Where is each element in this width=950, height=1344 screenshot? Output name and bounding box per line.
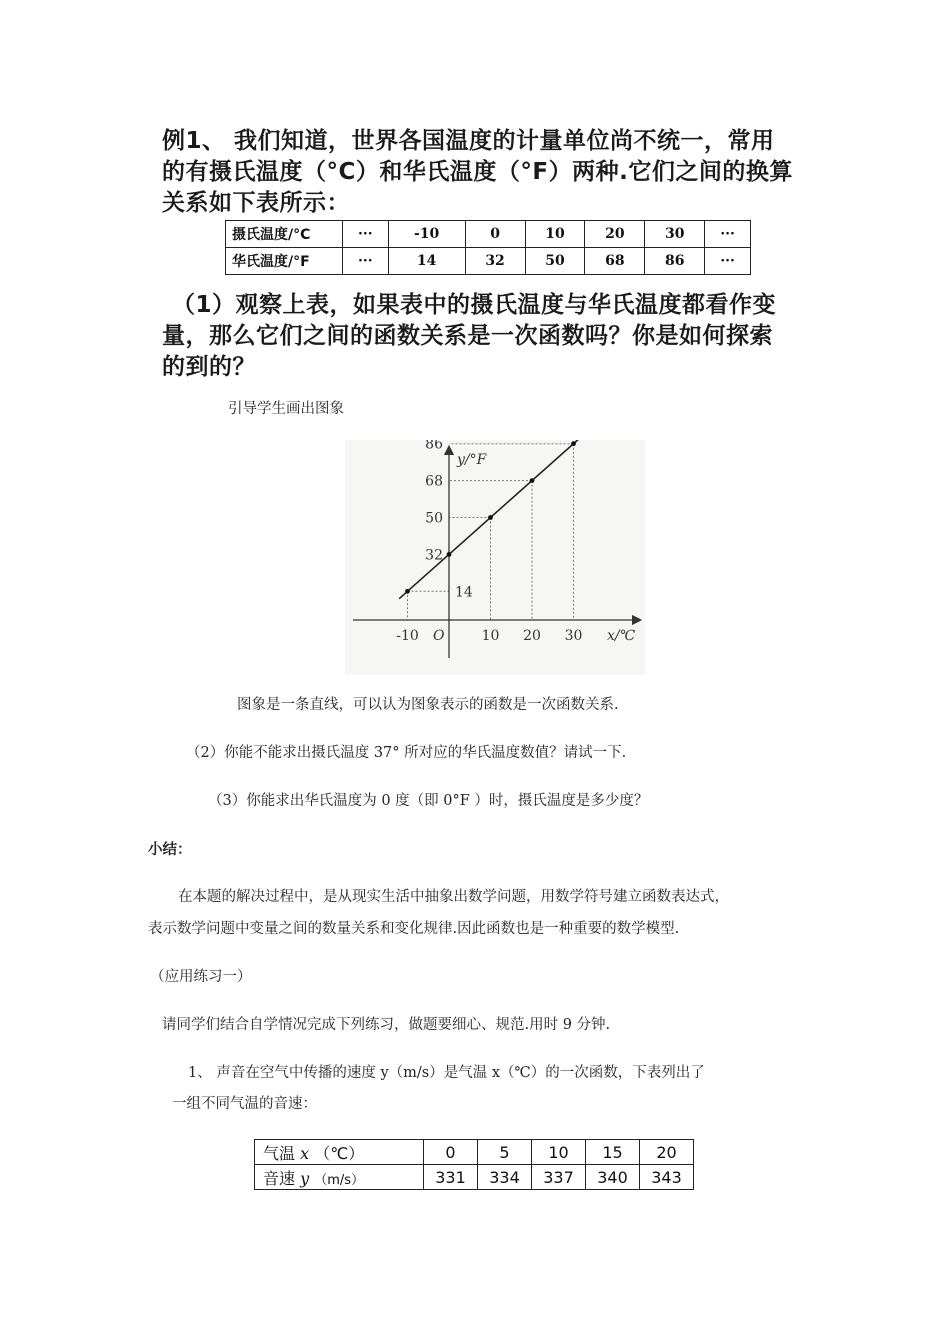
table-cell: 14: [388, 248, 465, 275]
practice-q1-line1: 1、 声音在空气中传播的速度 y（m/s）是气温 x（℃）的一次函数，下表列出了: [188, 1065, 705, 1081]
table-cell: 343: [640, 1165, 694, 1190]
table-cell: 68: [585, 248, 645, 275]
question1-line3: 的到的？: [162, 354, 256, 380]
table-cell: 10: [532, 1140, 586, 1165]
table-cell: 340: [586, 1165, 640, 1190]
temperature-line-chart: [345, 440, 645, 675]
summary-line1: 在本题的解决过程中，是从现实生活中抽象出数学问题，用数学符号建立函数表达式，: [178, 889, 729, 905]
y-tick-label: 50: [425, 510, 443, 527]
table-cell: 华氏温度/°F: [226, 248, 343, 275]
y-tick-label: 68: [425, 473, 443, 490]
practice-title: （应用练习一）: [150, 969, 252, 985]
row-label: 音速: [263, 1168, 296, 1188]
table-row: [255, 1140, 694, 1165]
table-cell: 15: [586, 1140, 640, 1165]
data-point: [447, 552, 452, 557]
x-tick-label: 10: [481, 628, 500, 644]
table-cell: ···: [343, 221, 389, 248]
table-row: [226, 221, 751, 248]
practice-intro: 请同学们结合自学情况完成下列练习，做题要细心、规范.用时 9 分钟.: [162, 1017, 611, 1033]
y-tick-label: 32: [425, 547, 443, 564]
table-cell: 86: [645, 248, 705, 275]
x-tick-label: 30: [564, 628, 583, 644]
table-cell: 0: [424, 1140, 478, 1165]
example1-line1: 例1、 我们知道，世界各国温度的计量单位尚不统一，常用: [162, 128, 775, 154]
sound-speed-table: [254, 1139, 694, 1190]
table-cell: ···: [343, 248, 389, 275]
row-unit: （m/s）: [314, 1172, 365, 1188]
temperature-table: [225, 220, 751, 275]
summary-title: 小结：: [148, 842, 192, 858]
table-cell: 20: [640, 1140, 694, 1165]
example1-line3: 关系如下表所示：: [162, 190, 350, 216]
x-axis-label: x/℃: [607, 628, 636, 644]
table-cell: 334: [478, 1165, 532, 1190]
question1-line1: （1）观察上表，如果表中的摄氏温度与华氏温度都看作变: [172, 292, 777, 318]
x-tick-label: 20: [523, 628, 541, 644]
table-cell: 50: [525, 248, 585, 275]
table-cell: 32: [465, 248, 525, 275]
table-cell: 摄氏温度/°C: [226, 221, 343, 248]
table-cell: ···: [705, 248, 751, 275]
table-cell: 0: [465, 221, 525, 248]
table-cell: 331: [424, 1165, 478, 1190]
table-header-cell: [255, 1165, 424, 1190]
question3: （3）你能求出华氏温度为 0 度（即 0°F ）时，摄氏温度是多少度？: [208, 793, 649, 809]
y-tick-label: 14: [455, 584, 473, 601]
table-cell: 5: [478, 1140, 532, 1165]
example1-line2: 的有摄氏温度（°C）和华氏温度（°F）两种.它们之间的换算: [162, 159, 793, 185]
table-cell: ···: [705, 221, 751, 248]
table-cell: 10: [525, 221, 585, 248]
summary-line2: 表示数学问题中变量之间的数量关系和变化规律.因此函数也是一种重要的数学模型.: [148, 921, 680, 937]
table-cell: 337: [532, 1165, 586, 1190]
row-label: 气温: [263, 1143, 296, 1163]
question1-line2: 量，那么它们之间的函数关系是一次函数吗？你是如何探索: [162, 323, 773, 349]
row-variable: x: [300, 1143, 310, 1163]
guide-text: 引导学生画出图象: [228, 401, 344, 417]
row-unit: （℃）: [314, 1143, 365, 1163]
origin-label: O: [433, 628, 445, 644]
question2: （2）你能不能求出摄氏温度 37° 所对应的华氏温度数值？请试一下.: [186, 745, 627, 761]
x-tick-label: -10: [396, 628, 419, 644]
practice-q1-line2: 一组不同气温的音速：: [172, 1096, 317, 1112]
table-header-cell: [255, 1140, 424, 1165]
data-point: [530, 478, 535, 483]
table-cell: 30: [645, 221, 705, 248]
y-tick-label: 86: [425, 440, 443, 453]
graph-conclusion: 图象是一条直线，可以认为图象表示的函数是一次函数关系.: [237, 697, 619, 713]
table-row: [255, 1165, 694, 1190]
y-axis-label: y/°F: [457, 452, 487, 468]
row-variable: y: [300, 1168, 310, 1188]
graph-panel: [345, 440, 645, 675]
data-point: [488, 515, 493, 520]
data-point: [571, 441, 576, 446]
table-row: [226, 248, 751, 275]
table-cell: 20: [585, 221, 645, 248]
table-cell: -10: [388, 221, 465, 248]
data-point: [405, 589, 410, 594]
